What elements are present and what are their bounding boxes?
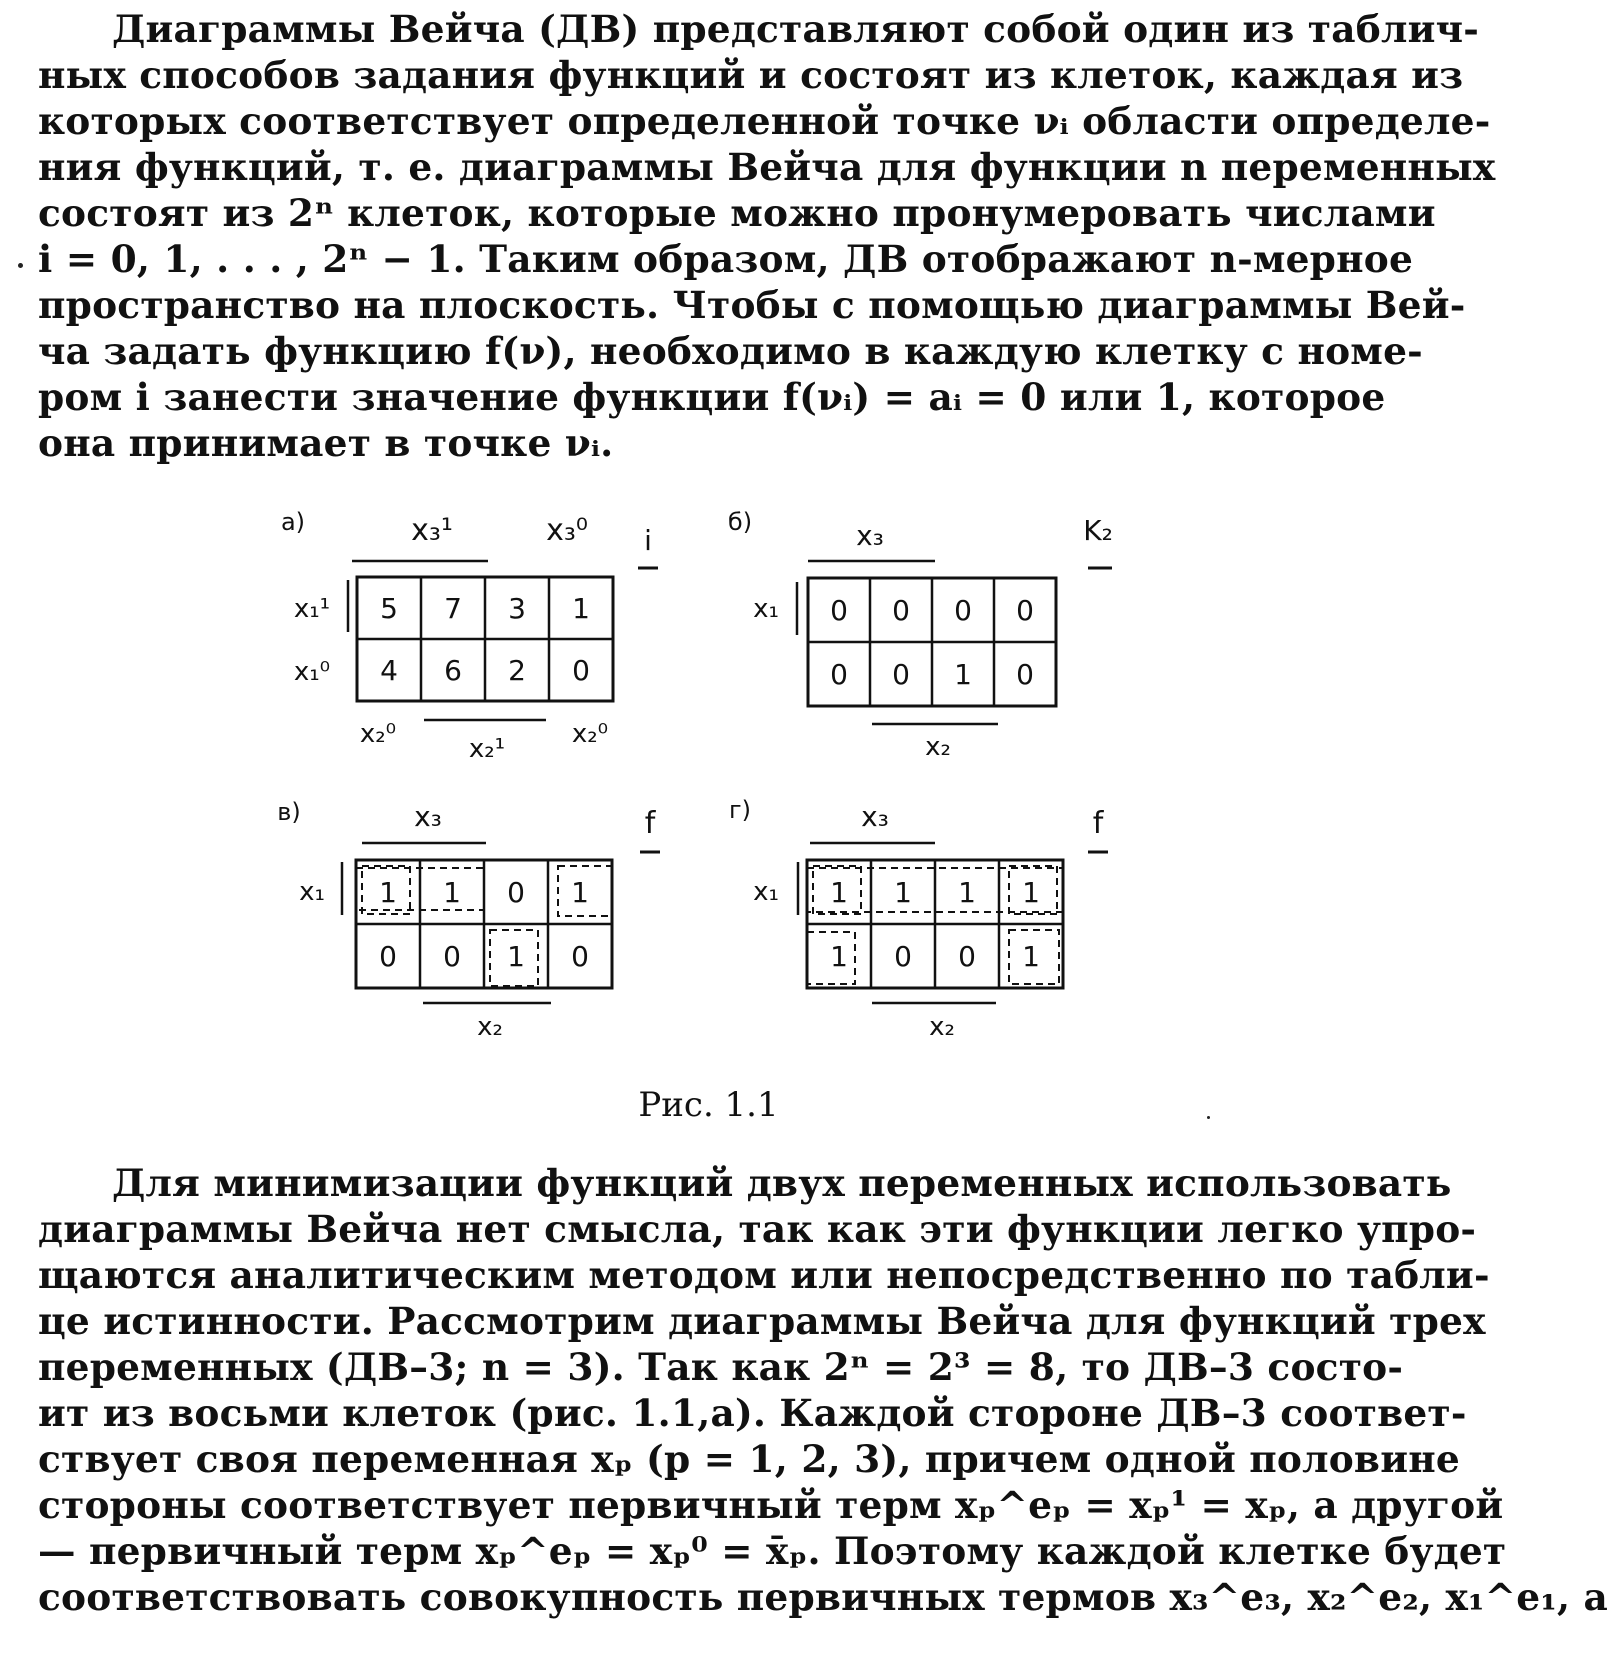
axis-label-x1: x₁ bbox=[753, 877, 779, 907]
cell-value: 1 bbox=[830, 876, 848, 909]
text-line: диаграммы Вейча нет смысла, так как эти функции легко упро- bbox=[38, 1207, 1477, 1251]
print-speck bbox=[18, 263, 23, 268]
corner-label: f bbox=[644, 806, 656, 841]
cell-value: 1 bbox=[571, 876, 589, 909]
minimization-paragraph bbox=[38, 1160, 1608, 1620]
text-line: переменных (ДВ–3; n = 3). Так как 2ⁿ = 2³ = 8, то ДВ–3 состо- bbox=[38, 1345, 1404, 1389]
axis-label-x1-0: x₁⁰ bbox=[293, 657, 331, 687]
cell-value: 1 bbox=[379, 876, 397, 909]
veitch-diagram-g bbox=[729, 796, 1108, 1042]
cell-value: 0 bbox=[830, 658, 848, 691]
axis-label-x1: x₁ bbox=[299, 877, 325, 907]
veitch-diagram-v bbox=[277, 798, 660, 1042]
corner-label: K₂ bbox=[1083, 514, 1113, 547]
cell-value: 3 bbox=[508, 592, 526, 625]
cell-value: 0 bbox=[958, 940, 976, 973]
print-speck bbox=[1207, 1116, 1210, 1119]
veitch-diagram-a bbox=[281, 508, 658, 764]
text-line: i = 0, 1, . . . , 2ⁿ − 1. Таким образом, ДВ отображают n-мерное bbox=[38, 237, 1414, 281]
cell-value: 0 bbox=[1016, 594, 1034, 627]
veitch-diagram-b bbox=[728, 508, 1113, 762]
text-line: ствует своя переменная xₚ (p = 1, 2, 3), причем одной половине bbox=[38, 1437, 1460, 1481]
cell-value: 1 bbox=[894, 876, 912, 909]
cell-value: 1 bbox=[443, 876, 461, 909]
axis-label-x3-1: x₃¹ bbox=[411, 513, 453, 548]
axis-label-x2-0: x₂⁰ bbox=[359, 719, 397, 749]
cell-value: 1 bbox=[1022, 876, 1040, 909]
cell-value: 0 bbox=[571, 940, 589, 973]
cell-value: 0 bbox=[892, 658, 910, 691]
cell-value: 1 bbox=[830, 940, 848, 973]
text-line: ных способов задания функций и состоят из клеток, каждая из bbox=[38, 53, 1464, 97]
text-line: ча задать функцию f(ν), необходимо в каждую клетку с номе- bbox=[38, 329, 1423, 373]
axis-label-x2: x₂ bbox=[477, 1012, 503, 1042]
text-line: стороны соответствует первичный терм xₚ^eₚ = xₚ¹ = xₚ, а другой bbox=[38, 1483, 1504, 1527]
text-line: Диаграммы Вейча (ДВ) представляют собой один из таблич- bbox=[112, 7, 1480, 51]
text-line: ния функций, т. е. диаграммы Вейча для функции n переменных bbox=[38, 145, 1496, 189]
cell-value: 1 bbox=[507, 940, 525, 973]
cell-value: 1 bbox=[572, 592, 590, 625]
cell-value: 2 bbox=[508, 654, 526, 687]
cell-value: 1 bbox=[1022, 940, 1040, 973]
text-line: Для минимизации функций двух переменных использовать bbox=[112, 1161, 1452, 1205]
corner-label: i bbox=[644, 524, 652, 557]
axis-label-x2: x₂ bbox=[925, 732, 951, 762]
axis-label-x2: x₂ bbox=[929, 1012, 955, 1042]
corner-label: f bbox=[1092, 806, 1104, 841]
cell-value: 1 bbox=[954, 658, 972, 691]
text-line: соответствовать совокупность первичных термов x₃^e₃, x₂^e₂, x₁^e₁, а bbox=[38, 1575, 1608, 1619]
text-line: — первичный терм xₚ^eₚ = xₚ⁰ = x̄ₚ. Поэтому каждой клетке будет bbox=[38, 1529, 1507, 1573]
axis-label-x3: x₃ bbox=[856, 519, 884, 552]
cell-value: 0 bbox=[830, 594, 848, 627]
text-line: которых соответствует определенной точке νᵢ области определе- bbox=[38, 99, 1491, 143]
axis-label-x2-0: x₂⁰ bbox=[571, 719, 609, 749]
cell-value: 0 bbox=[572, 654, 590, 687]
text-line: ром i занести значение функции f(νᵢ) = aᵢ = 0 или 1, которое bbox=[38, 375, 1386, 419]
text-line: це истинности. Рассмотрим диаграммы Вейча для функций трех bbox=[38, 1299, 1486, 1343]
cell-value: 6 bbox=[444, 654, 462, 687]
text-line: она принимает в точке νᵢ. bbox=[38, 421, 614, 465]
panel-label: в) bbox=[277, 798, 301, 826]
cell-value: 0 bbox=[1016, 658, 1034, 691]
cell-value: 0 bbox=[379, 940, 397, 973]
panel-label: б) bbox=[727, 508, 753, 536]
axis-label-x3: x₃ bbox=[414, 800, 442, 833]
cell-value: 0 bbox=[892, 594, 910, 627]
text-line: ит из восьми клеток (рис. 1.1,a). Каждой стороне ДВ–3 соответ- bbox=[38, 1391, 1467, 1435]
axis-label-x3: x₃ bbox=[861, 800, 889, 833]
text-line: пространство на плоскость. Чтобы с помощью диаграммы Вей- bbox=[38, 283, 1466, 327]
text-line: щаются аналитическим методом или непосредственно по табли- bbox=[38, 1253, 1490, 1297]
cell-value: 7 bbox=[444, 592, 462, 625]
cell-value: 5 bbox=[380, 592, 398, 625]
figure-caption: Рис. 1.1 bbox=[638, 1085, 779, 1125]
panel-label: а) bbox=[280, 508, 306, 536]
text-line: состоят из 2ⁿ клеток, которые можно пронумеровать числами bbox=[38, 191, 1436, 235]
cell-value: 1 bbox=[958, 876, 976, 909]
cell-value: 0 bbox=[894, 940, 912, 973]
axis-label-x1: x₁ bbox=[753, 594, 779, 624]
cell-value: 4 bbox=[380, 654, 398, 687]
cell-value: 0 bbox=[507, 876, 525, 909]
axis-label-x2-1: x₂¹ bbox=[468, 734, 506, 764]
cell-value: 0 bbox=[954, 594, 972, 627]
axis-label-x3-0: x₃⁰ bbox=[546, 513, 588, 548]
cell-value: 0 bbox=[443, 940, 461, 973]
axis-label-x1-1: x₁¹ bbox=[293, 594, 331, 624]
panel-label: г) bbox=[729, 796, 751, 824]
